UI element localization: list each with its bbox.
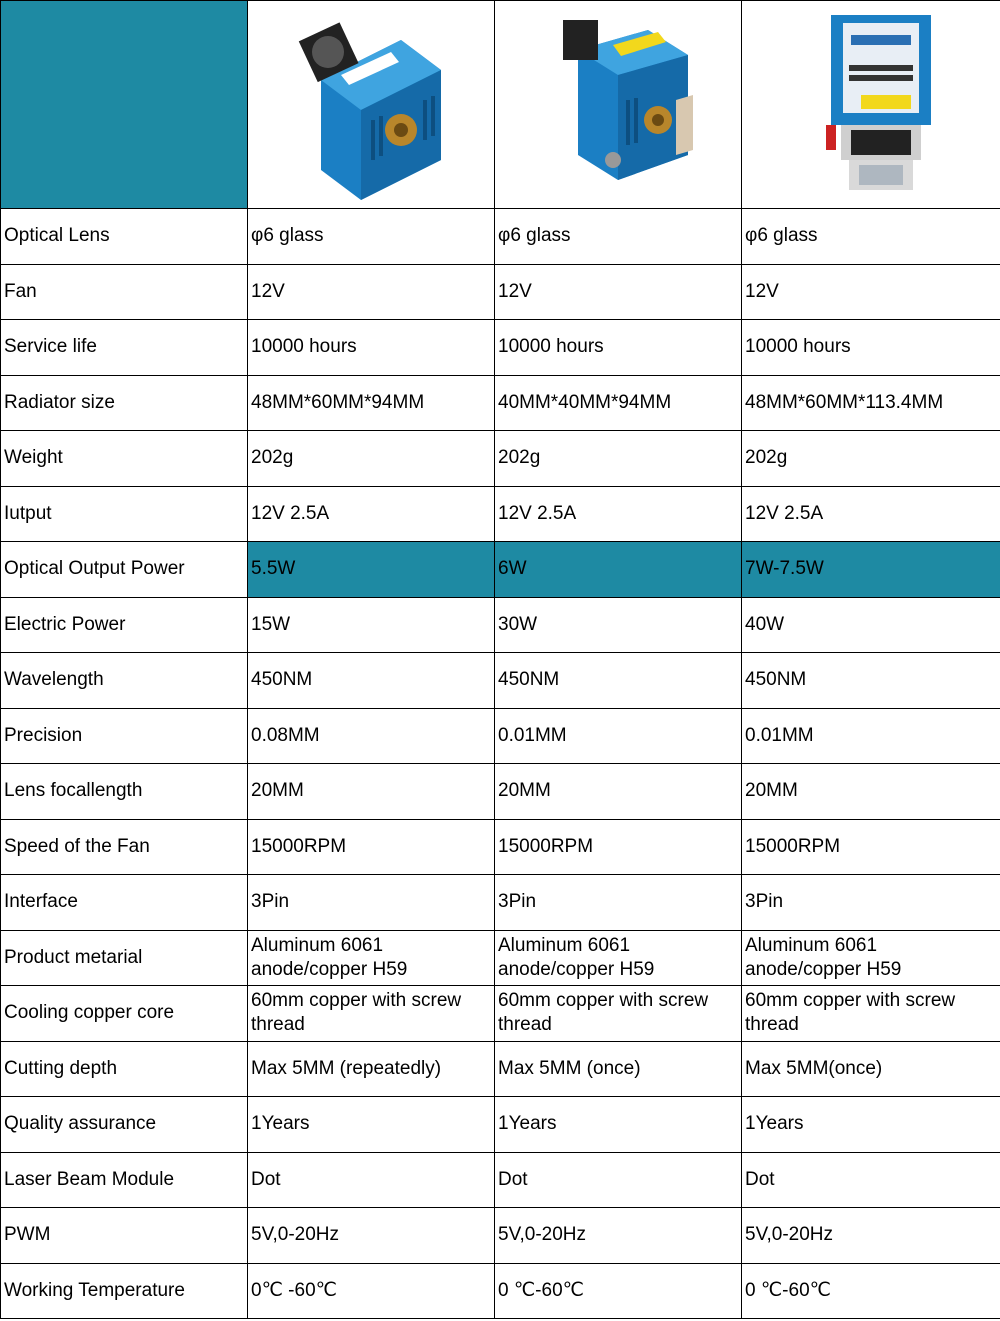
spec-label: Iutput <box>1 486 248 542</box>
spec-value-product-1: 1Years <box>248 1097 495 1153</box>
spec-value-product-2: 40MM*40MM*94MM <box>495 375 742 431</box>
spec-value-product-1: 12V <box>248 264 495 320</box>
spec-row <box>1 708 1000 764</box>
spec-label: Electric Power <box>1 597 248 653</box>
spec-row <box>1 1097 1000 1153</box>
spec-value-product-1: 12V 2.5A <box>248 486 495 542</box>
spec-value-product-2: 15000RPM <box>495 819 742 875</box>
spec-value-product-2: 1Years <box>495 1097 742 1153</box>
spec-value-product-3: 7W-7.5W <box>742 542 1000 598</box>
spec-value-product-1: 15W <box>248 597 495 653</box>
blue-laser-module-with-fan-front-icon <box>271 10 471 200</box>
spec-value-product-2: 10000 hours <box>495 320 742 376</box>
spec-value-product-2: 450NM <box>495 653 742 709</box>
spec-row <box>1 1152 1000 1208</box>
spec-value-product-1: 5.5W <box>248 542 495 598</box>
spec-label: Optical Lens <box>1 209 248 265</box>
spec-row <box>1 875 1000 931</box>
spec-row <box>1 542 1000 598</box>
spec-label: Laser Beam Module <box>1 1152 248 1208</box>
spec-row <box>1 930 1000 986</box>
spec-value-product-2: 60mm copper with screw thread <box>495 986 742 1042</box>
spec-value-product-2: 12V 2.5A <box>495 486 742 542</box>
spec-row <box>1 597 1000 653</box>
spec-value-product-3: φ6 glass <box>742 209 1000 265</box>
spec-value-product-3: 48MM*60MM*113.4MM <box>742 375 1000 431</box>
spec-row <box>1 486 1000 542</box>
spec-value-product-2: 20MM <box>495 764 742 820</box>
spec-value-product-3: 1Years <box>742 1097 1000 1153</box>
spec-row <box>1 209 1000 265</box>
spec-row <box>1 320 1000 376</box>
spec-value-product-1: Max 5MM (repeatedly) <box>248 1041 495 1097</box>
spec-value-product-2: 3Pin <box>495 875 742 931</box>
spec-row <box>1 819 1000 875</box>
spec-label: Cutting depth <box>1 1041 248 1097</box>
spec-value-product-3: 10000 hours <box>742 320 1000 376</box>
spec-label: Lens focallength <box>1 764 248 820</box>
spec-label: Product metarial <box>1 930 248 986</box>
spec-label: PWM <box>1 1208 248 1264</box>
spec-value-product-2: 6W <box>495 542 742 598</box>
spec-value-product-3: 12V 2.5A <box>742 486 1000 542</box>
spec-value-product-1: 450NM <box>248 653 495 709</box>
spec-row <box>1 1208 1000 1264</box>
spec-label: Wavelength <box>1 653 248 709</box>
spec-value-product-1: 202g <box>248 431 495 487</box>
spec-row <box>1 653 1000 709</box>
spec-value-product-2: Aluminum 6061 anode/copper H59 <box>495 930 742 986</box>
spec-label: Service life <box>1 320 248 376</box>
spec-label: Speed of the Fan <box>1 819 248 875</box>
spec-row <box>1 764 1000 820</box>
spec-value-product-3: Max 5MM(once) <box>742 1041 1000 1097</box>
spec-value-product-3: 0 ℃-60℃ <box>742 1263 1000 1319</box>
corner-cell <box>1 1 248 209</box>
spec-row <box>1 1263 1000 1319</box>
spec-value-product-1: 20MM <box>248 764 495 820</box>
spec-label: Fan <box>1 264 248 320</box>
product-image-cell-3 <box>742 1 1000 209</box>
spec-value-product-3: 450NM <box>742 653 1000 709</box>
spec-value-product-1: 10000 hours <box>248 320 495 376</box>
spec-value-product-3: 0.01MM <box>742 708 1000 764</box>
spec-label: Weight <box>1 431 248 487</box>
spec-value-product-1: 48MM*60MM*94MM <box>248 375 495 431</box>
spec-value-product-2: 5V,0-20Hz <box>495 1208 742 1264</box>
spec-value-product-2: 202g <box>495 431 742 487</box>
spec-row <box>1 431 1000 487</box>
spec-value-product-3: 5V,0-20Hz <box>742 1208 1000 1264</box>
spec-value-product-3: 202g <box>742 431 1000 487</box>
spec-row <box>1 1041 1000 1097</box>
spec-row <box>1 264 1000 320</box>
spec-value-product-1: 0.08MM <box>248 708 495 764</box>
product-image-row <box>1 1 1000 209</box>
spec-value-product-1: φ6 glass <box>248 209 495 265</box>
spec-label: Radiator size <box>1 375 248 431</box>
spec-label: Interface <box>1 875 248 931</box>
product-image-cell-2 <box>495 1 742 209</box>
spec-value-product-2: 30W <box>495 597 742 653</box>
spec-value-product-2: 0 ℃-60℃ <box>495 1263 742 1319</box>
spec-value-product-3: 60mm copper with screw thread <box>742 986 1000 1042</box>
spec-value-product-3: 20MM <box>742 764 1000 820</box>
product-image-cell-1 <box>248 1 495 209</box>
spec-label: Optical Output Power <box>1 542 248 598</box>
spec-row <box>1 375 1000 431</box>
spec-value-product-3: 40W <box>742 597 1000 653</box>
spec-value-product-1: 5V,0-20Hz <box>248 1208 495 1264</box>
spec-value-product-1: 3Pin <box>248 875 495 931</box>
spec-value-product-2: Max 5MM (once) <box>495 1041 742 1097</box>
spec-value-product-3: 12V <box>742 264 1000 320</box>
spec-value-product-2: 0.01MM <box>495 708 742 764</box>
spec-label: Working Temperature <box>1 1263 248 1319</box>
spec-value-product-3: Aluminum 6061 anode/copper H59 <box>742 930 1000 986</box>
spec-value-product-2: φ6 glass <box>495 209 742 265</box>
spec-value-product-3: 15000RPM <box>742 819 1000 875</box>
spec-label: Cooling copper core <box>1 986 248 1042</box>
blue-laser-module-tall-icon <box>518 10 718 200</box>
spec-label: Precision <box>1 708 248 764</box>
spec-value-product-1: 15000RPM <box>248 819 495 875</box>
spec-value-product-1: 0℃ -60℃ <box>248 1263 495 1319</box>
spec-row <box>1 986 1000 1042</box>
spec-value-product-3: 3Pin <box>742 875 1000 931</box>
spec-value-product-3: Dot <box>742 1152 1000 1208</box>
spec-label: Quality assurance <box>1 1097 248 1153</box>
blue-laser-module-top-fan-icon <box>771 5 971 205</box>
spec-value-product-1: 60mm copper with screw thread <box>248 986 495 1042</box>
spec-value-product-1: Dot <box>248 1152 495 1208</box>
spec-value-product-2: 12V <box>495 264 742 320</box>
spec-value-product-2: Dot <box>495 1152 742 1208</box>
spec-value-product-1: Aluminum 6061 anode/copper H59 <box>248 930 495 986</box>
